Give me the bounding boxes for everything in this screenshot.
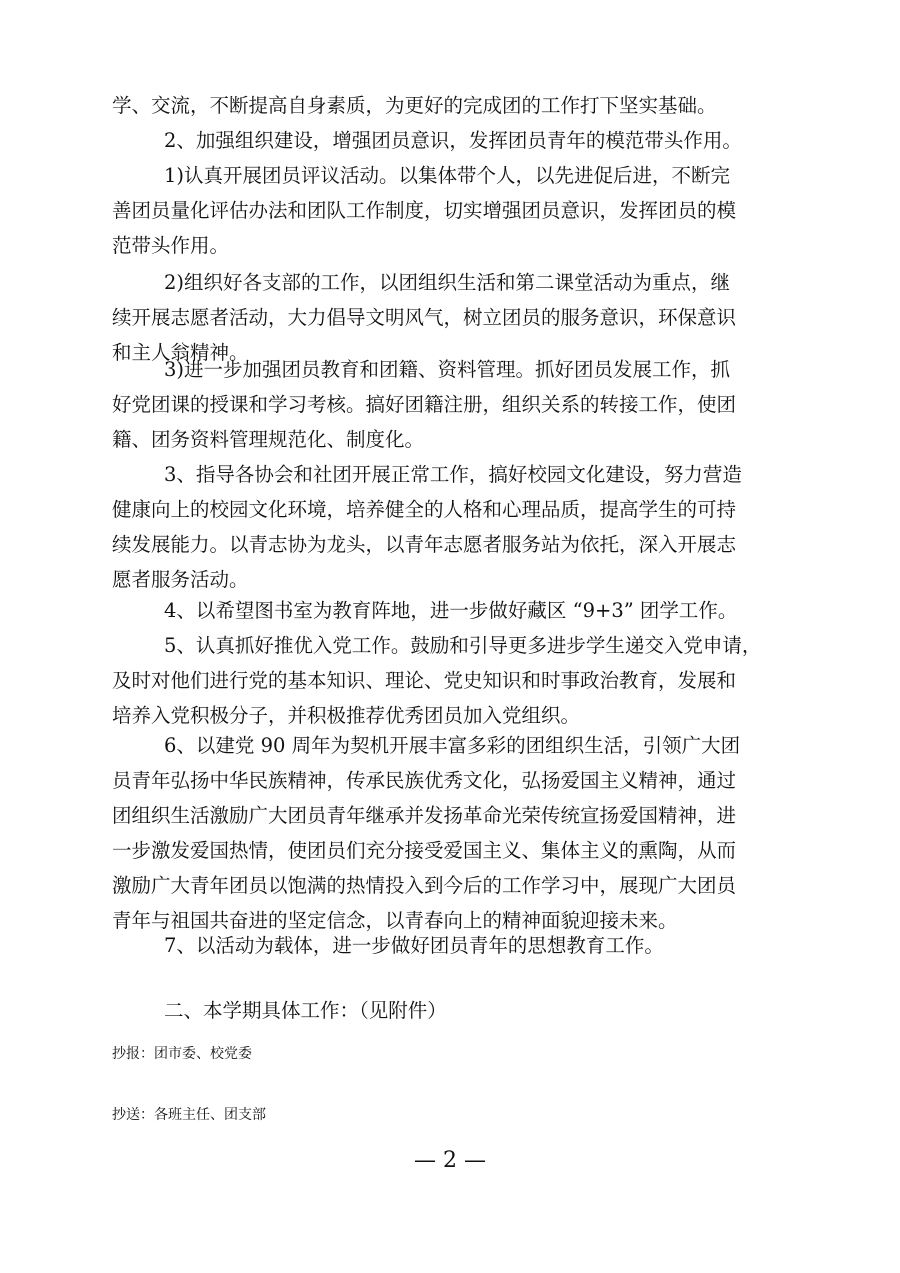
item-2-paragraph <box>112 123 782 158</box>
item-3-paragraph <box>112 457 782 597</box>
text-line: 健康向上的校园文化环境，培养健全的人格和心理品质，提高学生的可持 <box>112 498 737 521</box>
text-line: 7、以活动为载体，进一步做好团员青年的思想教育工作。 <box>164 934 664 957</box>
text-line: 3、指导各协会和社团开展正常工作，搞好校园文化建设，努力营造 <box>164 463 742 486</box>
text-line: 好党团课的授课和学习考核。搞好团籍注册，组织关系的转接工作，使团 <box>112 393 737 416</box>
text-line: 5、认真抓好推优入党工作。鼓励和引导更多进步学生递交入党申请， <box>164 634 762 657</box>
text-line: 激励广大青年团员以饱满的热情投入到今后的工作学习中，展现广大团员 <box>112 874 737 897</box>
text-line: 2、加强组织建设，增强团员意识，发挥团员青年的模范带头作用。 <box>164 129 742 152</box>
item-5-paragraph <box>112 628 782 733</box>
intro-tail-paragraph <box>112 88 782 123</box>
text-line: 4、以希望图书室为教育阵地，进一步做好藏区 “9+3” 团学工作。 <box>164 599 738 622</box>
text-line: 团组织生活激励广大团员青年继承并发扬革命光荣传统宣扬爱国精神，进 <box>112 804 737 827</box>
cc-send-line: 抄送：各班主任、团支部 <box>112 1107 266 1123</box>
item-4-paragraph <box>112 593 782 628</box>
text-line: 2)组织好各支部的工作，以团组织生活和第二课堂活动为重点，继 <box>164 271 731 294</box>
text-line: 和主人翁精神。 <box>112 341 249 364</box>
text-line: 及时对他们进行党的基本知识、理论、党史知识和时事政治教育，发展和 <box>112 669 737 692</box>
item-7-paragraph <box>112 928 782 963</box>
item-2-1-paragraph <box>112 158 782 263</box>
text-line: 续开展志愿者活动，大力倡导文明风气，树立团员的服务意识，环保意识 <box>112 306 737 329</box>
section-2-heading <box>112 993 782 1028</box>
text-line: 善团员量化评估办法和团队工作制度，切实增强团员意识，发挥团员的模 <box>112 199 737 222</box>
text-line: 培养入党积极分子，并积极推荐优秀团员加入党组织。 <box>112 704 581 727</box>
text-line: 一步激发爱国热情，使团员们充分接受爱国主义、集体主义的熏陶，从而 <box>112 839 737 862</box>
text-line: 1)认真开展团员评议活动。以集体带个人，以先进促后进，不断完 <box>164 164 731 187</box>
text-line: 青年与祖国共奋进的坚定信念，以青春向上的精神面貌迎接未来。 <box>112 909 678 932</box>
page-number: — 2 — <box>414 1148 486 1173</box>
item-6-paragraph <box>112 728 782 938</box>
text-line: 范带头作用。 <box>112 234 230 257</box>
text-line: 6、以建党 90 周年为契机开展丰富多彩的团组织生活，引领广大团 <box>164 734 741 757</box>
text-line: 愿者服务活动。 <box>112 568 249 591</box>
text-line: 员青年弘扬中华民族精神，传承民族优秀文化，弘扬爱国主义精神，通过 <box>112 769 737 792</box>
item-2-3-paragraph <box>112 352 782 457</box>
text-line: 二、本学期具体工作：（见附件） <box>164 999 447 1022</box>
text-line: 续发展能力。以青志协为龙头，以青年志愿者服务站为依托，深入开展志 <box>112 533 737 556</box>
text-line: 学、交流，不断提高自身素质，为更好的完成团的工作打下坚实基础。 <box>112 94 717 117</box>
cc-report-line: 抄报：团市委、校党委 <box>112 1046 252 1062</box>
text-line: 籍、团务资料管理规范化、制度化。 <box>112 428 425 451</box>
text-line: 3)进一步加强团员教育和团籍、资料管理。抓好团员发展工作，抓 <box>164 358 731 381</box>
